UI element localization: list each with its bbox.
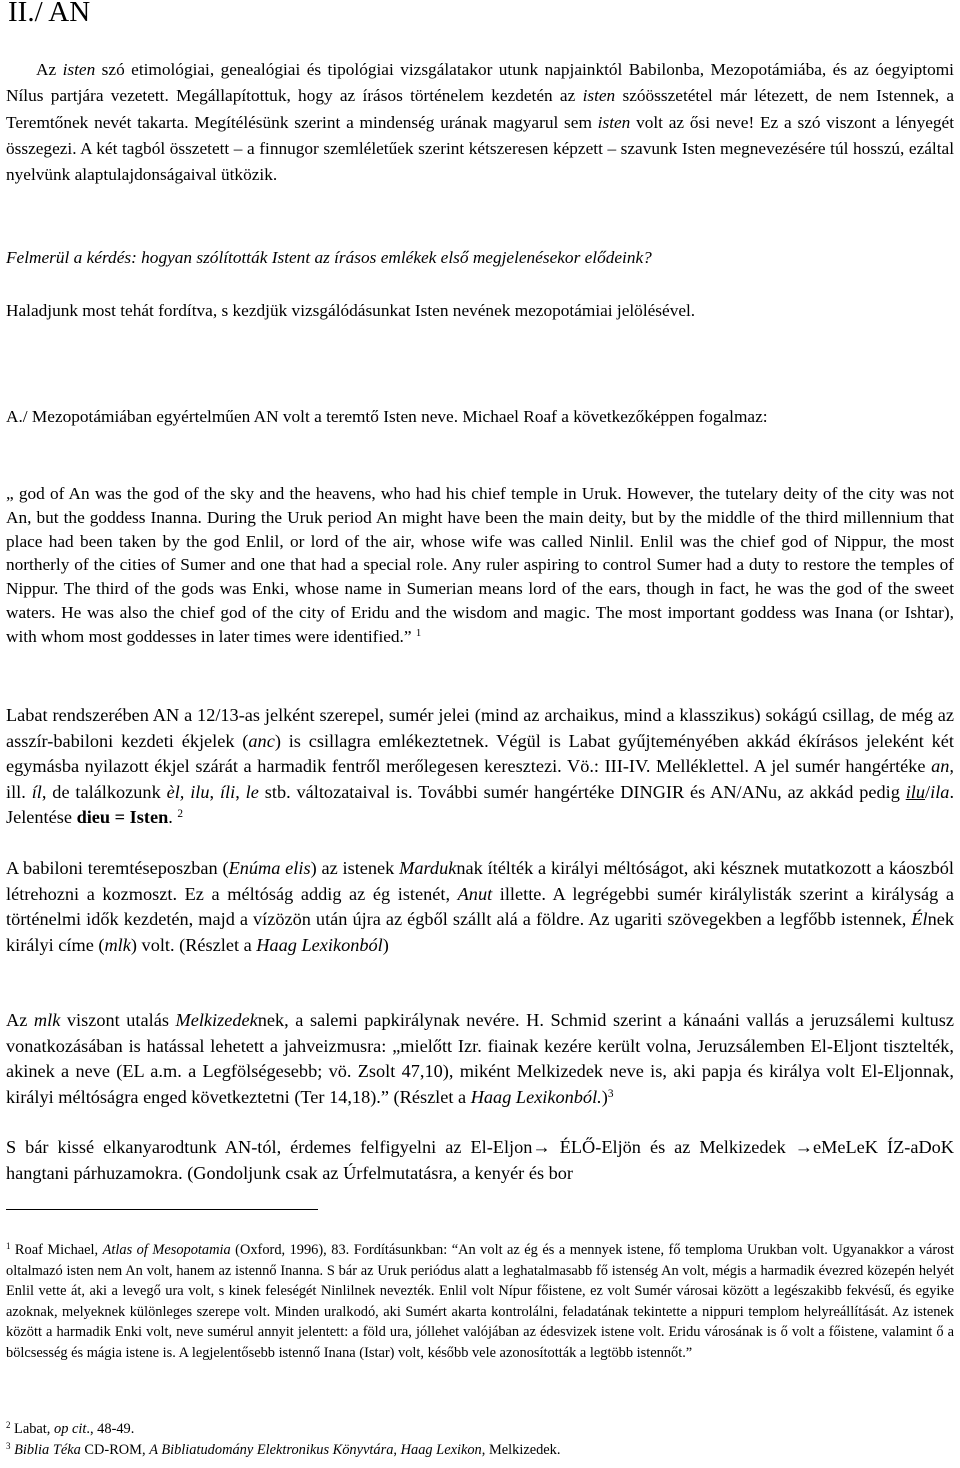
footnote-title: A Bibliatudomány Elektronikus Könyvtára — [149, 1442, 394, 1458]
labat-text: ill. — [6, 781, 32, 802]
footnote-text: ., 48-49. — [86, 1421, 135, 1437]
intro-term: isten — [582, 86, 616, 106]
footnote-text: CD-ROM, — [80, 1442, 150, 1458]
labat-text: , — [209, 781, 220, 802]
footnote-title: Atlas of Mesopotamia — [102, 1242, 231, 1258]
intro-text: Az — [36, 60, 63, 79]
question-text: Felmerül a kérdés: hogyan szólították Istent az írásos emlékek első megjelenésekor elődeink? — [6, 248, 652, 267]
english-quote-paragraph — [6, 482, 954, 649]
labat-term-underlined: ilu — [905, 781, 926, 802]
footnote-title: op cit — [54, 1421, 87, 1437]
intro-term: isten — [62, 60, 96, 79]
labat-term: anc — [248, 730, 275, 751]
footnote-divider — [6, 1209, 318, 1210]
parallel-text: eMeLeK ÍZ-aDoK hangtani párhuzamokra. (Gondoljunk csak az Úrfelmutatásra, a kenyér és bor — [6, 1137, 954, 1183]
babylon-text: A babiloni teremtéseposzban ( — [6, 858, 229, 878]
arrow-right-icon: → — [794, 1137, 814, 1157]
babylon-text: ) az istenek — [310, 858, 400, 878]
intro-text: szóösszetétel már létezett, de nem Istennek, a Teremtőnek nevét takarta. Megítélésünk szerint a mindenség urának magyarul sem — [6, 86, 954, 132]
footnote-1 — [6, 1240, 954, 1363]
quote-text: „ god of An was the god of the sky and the heavens, who had his chief temple in Uruk. However, the tutelary deity of the city was not An, but the goddess Inanna. During the Uruk period An might have been the main deity, but by the middle of the third millennium that place had been taken by the god Enlil, or lord of the air, whose wife was called Ninlil. Enlil was the chief god of Nippur, the most northerly of the cities of Sumer and one that had a special role. Any ruler aspiring to control Sumer had a duty to restore the temples of Nippur. The third of the gods was Enki, whose name in Sumerian means lord of the ears, though in fact, he was the god of the sweet waters. He was also the chief god of the city of Eridu and the wisdom and magic. The most important goddess was Inana (or Ishtar), with whom most goddesses in later times were identified.” — [6, 484, 954, 646]
mlk-text: ) — [601, 1086, 608, 1107]
babylon-text: ) — [382, 934, 389, 955]
babylon-paragraph — [6, 856, 954, 958]
labat-text: stb. változataival is. További sumér hangértéke DINGIR és AN/ANu, az akkád pedig — [258, 781, 906, 802]
labat-text: ) is csillagra emlékeztetnek. Végül is Labat gyűjteményében akkád ékírásos jeleként két egymásba nyilazott ékjel szárát a harmadik fentről merőlegesen keresztezi. Vö.: III-IV. Melléklettel. A jel sumér hangértéke — [6, 730, 954, 776]
labat-term: íli — [219, 781, 236, 802]
section-a-paragraph: A./ Mezopotámiában egyértelműen AN volt a teremtő Isten neve. Michael Roaf a következőképpen fogalmaz: — [6, 407, 768, 426]
intro-term: isten — [597, 112, 631, 132]
mlk-text: nek, a salemi papkirálynak nevére. H. Schmid szerint a kánaáni vallás a jeruzsálemi kultusz vonatkozásában is hatással lehetett a jahveizmusra: „mielőtt Izr. fiainak kezére került volna, Jeruzsálemben El-Eljont tisztelték, akinek a neve (EL a.m. a Legfölségesebb; vö. Zsolt 47,10), miként Melkizedek neve is, aki papja és királya volt El-Eljonnak, királyi méltóságra enged következtetni (Ter 14,18).” (Részlet a — [6, 1010, 954, 1107]
mlk-term: mlk — [33, 1010, 61, 1030]
intro-text: szó etimológiai, genealógiai és tipológiai vizsgálatakor utunk napjainktól Babilonba, Mezopotámiába, és az óegyiptomi Nílus partjára vezetett. Megállapítottuk, hogy az írásos történelem kezdetén az — [6, 60, 954, 106]
babylon-text: nak ítélték a királyi méltóságot, aki késznek mutatkozott a káoszból létrehozni a kozmoszt. Ez a méltóság addig az ég istenét, — [6, 858, 954, 904]
footnote-title: Biblia Téka — [14, 1442, 81, 1458]
footnote-title: Haag Lexikon — [400, 1442, 482, 1458]
babylon-term: Anut — [457, 883, 493, 904]
intro-paragraph — [6, 57, 954, 188]
footnote-text: , Melkizedek. — [481, 1442, 561, 1458]
parallel-text: ÉLŐ-Eljön és az Melkizedek — [550, 1137, 795, 1157]
labat-term: èl, ilu — [166, 781, 210, 802]
labat-term: íl — [31, 781, 42, 802]
babylon-text: ) volt. (Részlet a — [130, 934, 257, 955]
babylon-term: Él — [911, 909, 928, 929]
footnote-text: Labat, — [10, 1421, 55, 1437]
footnote-number: 2 — [6, 1420, 11, 1431]
proceed-paragraph: Haladjunk most tehát fordítva, s kezdjük vizsgálódásunkat Isten nevének mezopotámiai jelölésével. — [6, 301, 696, 320]
mlk-paragraph — [6, 1008, 954, 1110]
labat-text: / — [925, 781, 931, 802]
arrow-right-icon: → — [532, 1137, 551, 1157]
footnote-number: 1 — [6, 1241, 11, 1252]
labat-text: . Jelentése — [6, 781, 955, 827]
labat-text: Labat rendszerében AN a 12/13-as jelként szerepel, sumér jelei (mind az archaikus, mind a klasszikus) sokágú csillag, de még az asszír-babiloni kezdeti ékjelek ( — [6, 705, 954, 751]
question-paragraph — [6, 245, 954, 271]
labat-text: , — [235, 781, 246, 802]
labat-term: le — [245, 781, 259, 802]
parallel-text: S bár kissé elkanyarodtunk AN-tól, érdemes felfigyelni az El-Eljon — [6, 1137, 533, 1157]
mlk-term: Melkizedek — [175, 1010, 258, 1030]
babylon-term: Enúma elis — [228, 858, 311, 878]
mlk-source: Haag Lexikonból. — [470, 1086, 602, 1107]
footnote-ref-3[interactable]: 3 — [607, 1087, 614, 1100]
footnote-ref-1[interactable]: 1 — [415, 626, 422, 639]
labat-paragraph — [6, 703, 954, 831]
mlk-text: viszont utalás — [60, 1010, 176, 1030]
footnote-text: , — [393, 1442, 401, 1458]
footnote-3 — [6, 1440, 954, 1461]
babylon-text: illette. A legrégebbi sumér királylisták szerint a királyság a történelmi idők kezdetén, majd a vízözön után újra az égből szállt alá a földre. Az ugariti szövegekben a legfőbb istennek, — [6, 883, 954, 929]
babylon-term: Marduk — [399, 858, 457, 878]
labat-term: an, — [931, 756, 954, 776]
parallel-paragraph — [6, 1135, 954, 1186]
mlk-text: Az — [6, 1010, 34, 1030]
footnote-number: 3 — [6, 1441, 11, 1452]
intro-text: volt az ősi neve! Ez a szó viszont a lényegét összegezi. A két tagból összetett – a finnugor szemléletűek szerint kétszeresen képzett – szavunk Isten megnevezésére túl hosszú, ezáltal nyelvünk alaptulajdonságaival ütközik. — [6, 112, 954, 185]
babylon-term: mlk — [104, 934, 131, 955]
footnote-ref-2[interactable]: 2 — [177, 807, 184, 820]
labat-term: ila — [930, 781, 950, 802]
babylon-source: Haag Lexikonból — [256, 934, 383, 955]
footnote-text: Roaf Michael, — [10, 1242, 103, 1258]
footnote-text: (Oxford, 1996), 83. Fordításunkban: “An volt az ég és a mennyek istene, fő temploma Urukban volt. Ugyanakkor a várost oltalmazó isten nem An volt, hanem az istennő Inanna. S bár az Uruk periódus alatt a leghatalmasabb fő istenség An volt, mégis a harmadik évezred közepén helyét Enlil vette át, aki a levegő ura volt, s kinek feleségét Ninlilnek nevezték. Enlil volt Nípur főistene, ez volt Sumér városai között a legészakibb fekvésű, és egyike azoknak, melyeknek különleges szerepe volt. Minden uralkodó, aki Sumért akarta kontrolálni, feladatának tekintette a nippuri templom helyreállítását. Az istenek között a harmadik Enki volt, neve sumérul annyit jelentett: a föld ura, jóllehet valójában az édesvizek istene volt. Eridu városának is ő volt a főistene, valamint ő a bölcsesség és mágia istene is. A legjelentősebb istennő Inana (Istar) volt, később vele azonosították a legtöbb istennőt.” — [6, 1242, 954, 1361]
labat-text: , de találkozunk — [41, 781, 167, 802]
labat-meaning: dieu = Isten — [76, 807, 169, 827]
labat-text: . — [168, 807, 178, 827]
babylon-text: nek királyi címe ( — [6, 909, 954, 955]
chapter-heading: II./ AN — [8, 0, 91, 28]
footnote-2 — [6, 1419, 954, 1440]
